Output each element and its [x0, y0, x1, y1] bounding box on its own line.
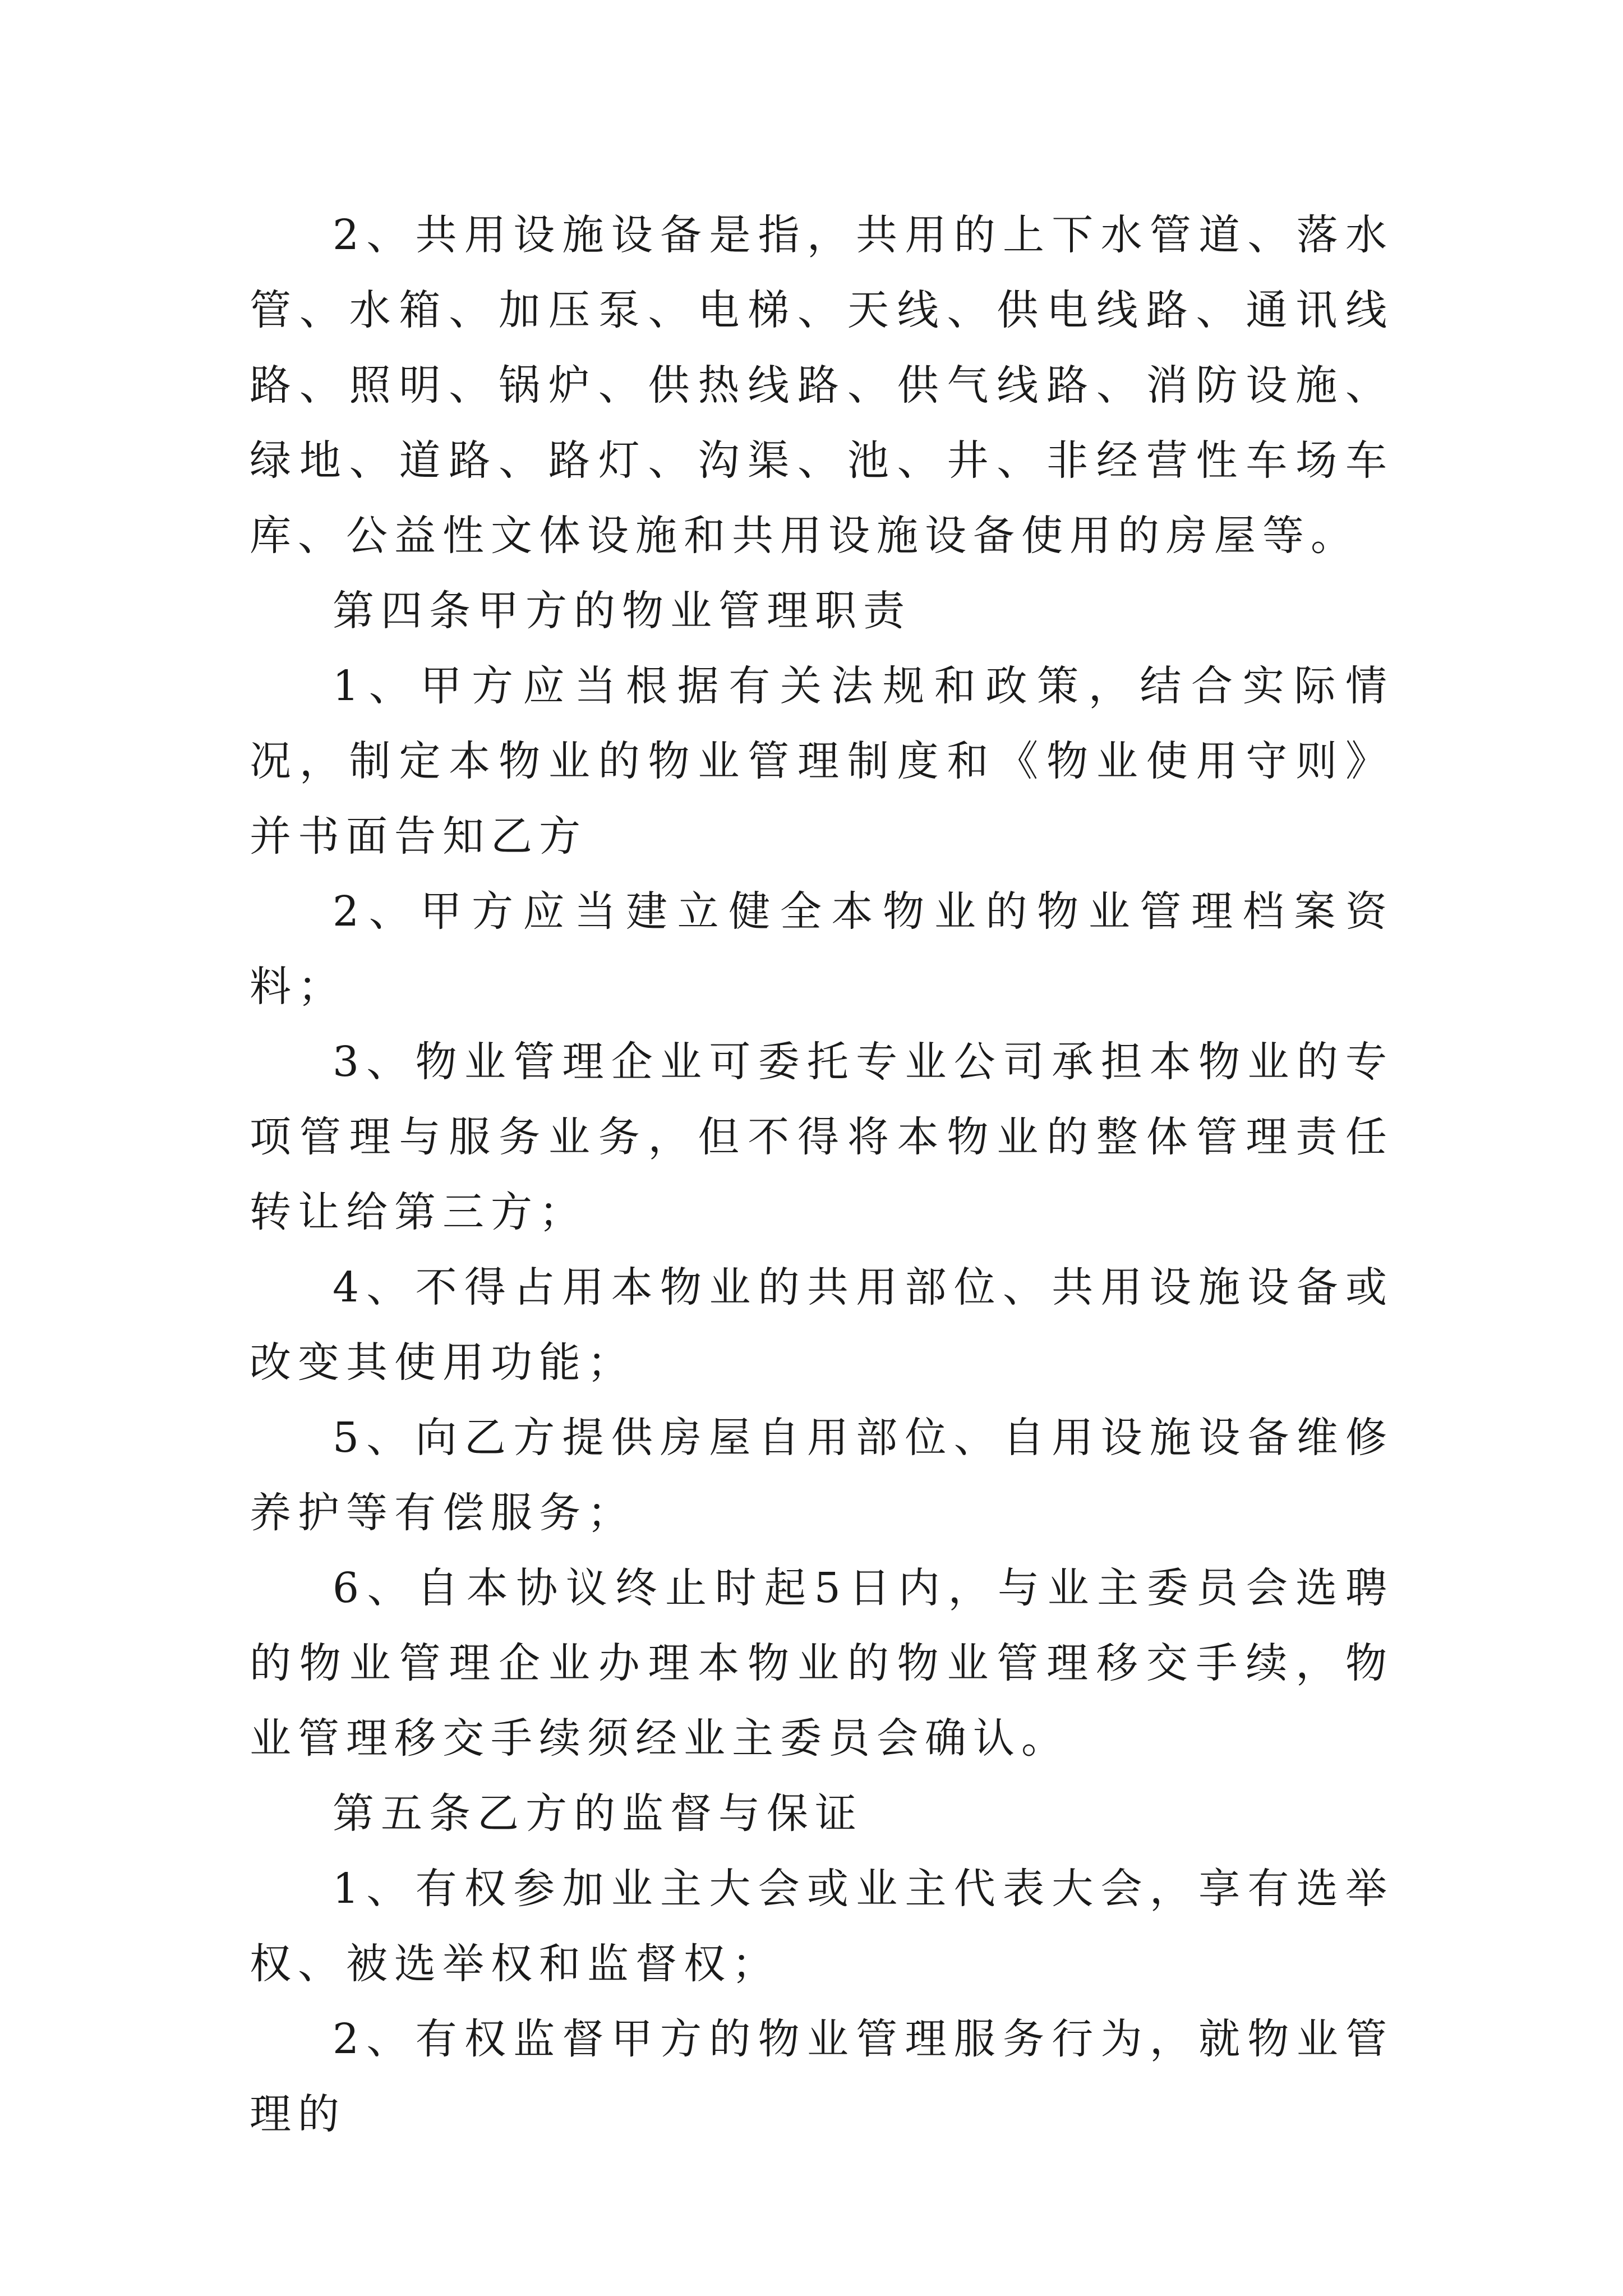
paragraph-article-4-item-6: 6、自本协议终止时起5日内，与业主委员会选聘的物业管理企业办理本物业的物业管理移交手续，物业管理移交手续须经业主委员会确认。: [250, 1564, 1394, 1763]
heading-article-4: 第四条甲方的物业管理职责: [333, 587, 911, 635]
paragraph-article-4-item-3: 3、物业管理企业可委托专业公司承担本物业的专项管理与服务业务，但不得将本物业的整体管理责任转让给第三方；: [250, 1038, 1394, 1236]
paragraph-article-4-item-4: 4、不得占用本物业的共用部位、共用设施设备或改变其使用功能；: [250, 1263, 1394, 1387]
paragraph-article-4-item-2: 2、甲方应当建立健全本物业的物业管理档案资料；: [250, 887, 1394, 1011]
paragraph-article-5-item-1: 1、有权参加业主大会或业主代表大会，享有选举权、被选举权和监督权；: [250, 1865, 1394, 1988]
paragraph-shared-facilities: 2、共用设施设备是指，共用的上下水管道、落水管、水箱、加压泵、电梯、天线、供电线路、通讯线路、照明、锅炉、供热线路、供气线路、消防设施、绿地、道路、路灯、沟渠、池、井、非经营性车场车库、公益性文体设施和共用设施设备使用的房屋等。: [250, 211, 1394, 560]
document-body: [250, 197, 1394, 2152]
paragraph-article-5-item-2: 2、有权监督甲方的物业管理服务行为，就物业管理的: [250, 2015, 1394, 2138]
paragraph-article-4-item-5: 5、向乙方提供房屋自用部位、自用设施设备维修养护等有偿服务；: [250, 1414, 1394, 1537]
paragraph-article-4-item-1: 1、甲方应当根据有关法规和政策，结合实际情况，制定本物业的物业管理制度和《物业使用守则》并书面告知乙方: [250, 662, 1394, 861]
heading-article-5: 第五条乙方的监督与保证: [333, 1789, 863, 1838]
